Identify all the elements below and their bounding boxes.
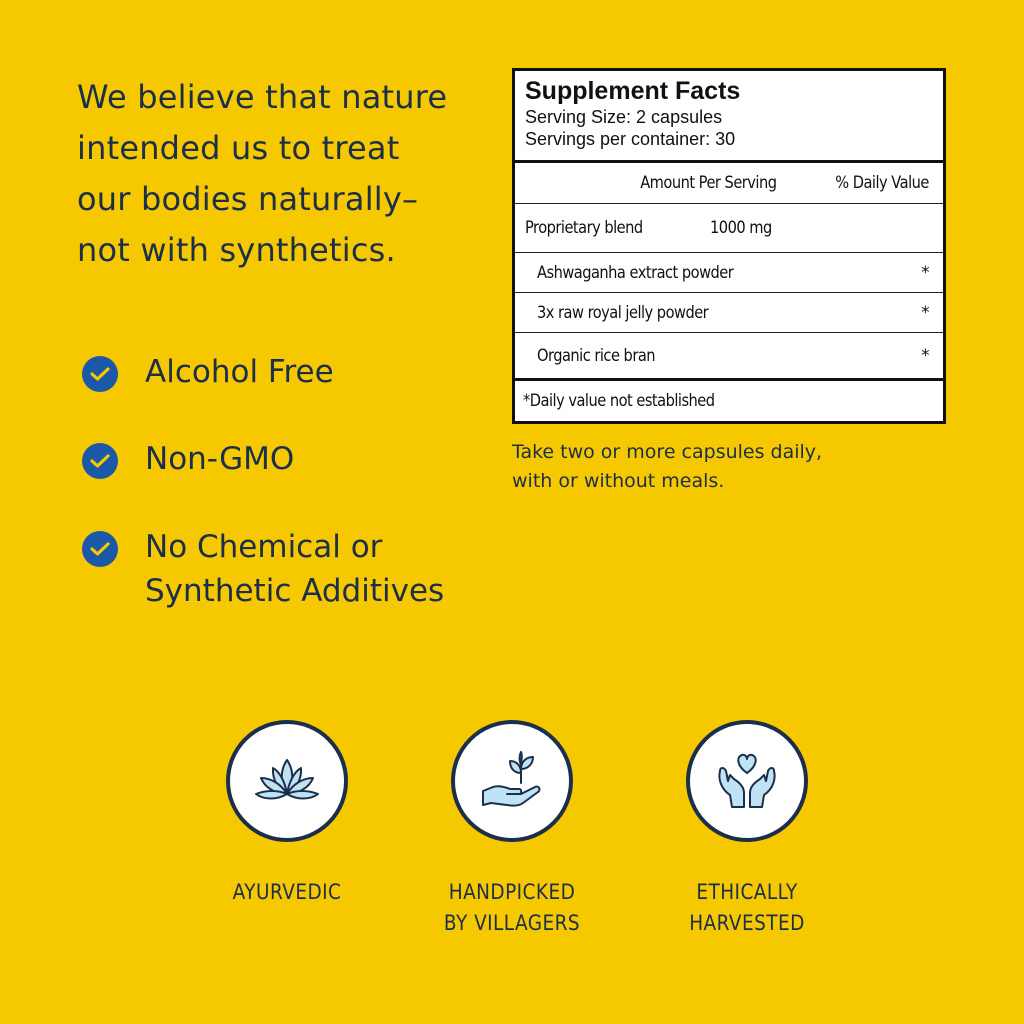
- badge-handpicked: [392, 720, 632, 939]
- ingredient-name: 3x raw royal jelly powder: [537, 302, 709, 323]
- ingredient-dv: *: [921, 345, 929, 366]
- feature-label: Alcohol Free: [145, 354, 334, 390]
- directions-line: with or without meals.: [512, 470, 725, 492]
- supplement-facts-title: Supplement Facts: [525, 77, 741, 105]
- proprietary-blend-row: [515, 204, 943, 253]
- facts-column-header: [515, 163, 943, 204]
- lotus-icon: [252, 756, 322, 806]
- feature-non-gmo: [82, 437, 294, 481]
- headline: [77, 72, 477, 276]
- badge-circle: [226, 720, 348, 842]
- amount-per-serving-header: Amount Per Serving: [639, 173, 777, 193]
- feature-label: No Chemical or: [145, 529, 383, 565]
- ingredient-name: Ashwaganha extract powder: [537, 262, 734, 283]
- ingredient-dv: *: [921, 302, 929, 323]
- supplement-facts-header: [515, 71, 943, 163]
- badge-circle: [451, 720, 573, 842]
- supplement-facts-panel: [512, 68, 946, 424]
- directions-line: Take two or more capsules daily,: [512, 441, 823, 463]
- blend-amount: 1000 mg: [709, 218, 772, 238]
- feature-label: Synthetic Additives: [145, 573, 445, 609]
- check-circle-icon: [82, 531, 118, 567]
- badge-circle: [686, 720, 808, 842]
- check-circle-icon: [82, 443, 118, 479]
- headline-line: not with synthetics.: [77, 231, 396, 269]
- serving-size: Serving Size: 2 capsules: [525, 107, 723, 127]
- hands-heart-icon: [712, 749, 782, 813]
- servings-per-container: Servings per container: 30: [525, 129, 736, 149]
- headline-line: We believe that nature: [77, 78, 448, 116]
- badge-label: ETHICALLY: [696, 880, 798, 904]
- badge-ayurvedic: [167, 720, 407, 908]
- ingredient-row: [515, 293, 943, 333]
- badge-label: BY VILLAGERS: [443, 911, 581, 935]
- ingredient-row: [515, 253, 943, 293]
- footnote-text: *Daily value not established: [523, 391, 715, 411]
- check-circle-icon: [82, 356, 118, 392]
- ingredient-name: Organic rice bran: [537, 345, 656, 366]
- daily-value-header: % Daily Value: [835, 173, 929, 193]
- blend-name: Proprietary blend: [525, 218, 643, 238]
- badge-label: HANDPICKED: [448, 880, 576, 904]
- headline-line: intended us to treat: [77, 129, 400, 167]
- feature-alcohol-free: [82, 350, 334, 394]
- facts-footnote: [515, 381, 943, 421]
- ingredient-dv: *: [921, 262, 929, 283]
- headline-line: our bodies naturally–: [77, 180, 419, 218]
- hand-plant-icon: [477, 751, 547, 811]
- feature-label: Non-GMO: [145, 441, 295, 477]
- feature-no-additives: [82, 525, 444, 613]
- badge-ethically-harvested: [627, 720, 867, 939]
- badge-label: AYURVEDIC: [232, 880, 342, 904]
- directions: [512, 438, 932, 496]
- badge-label: HARVESTED: [689, 911, 805, 935]
- ingredient-row: [515, 333, 943, 381]
